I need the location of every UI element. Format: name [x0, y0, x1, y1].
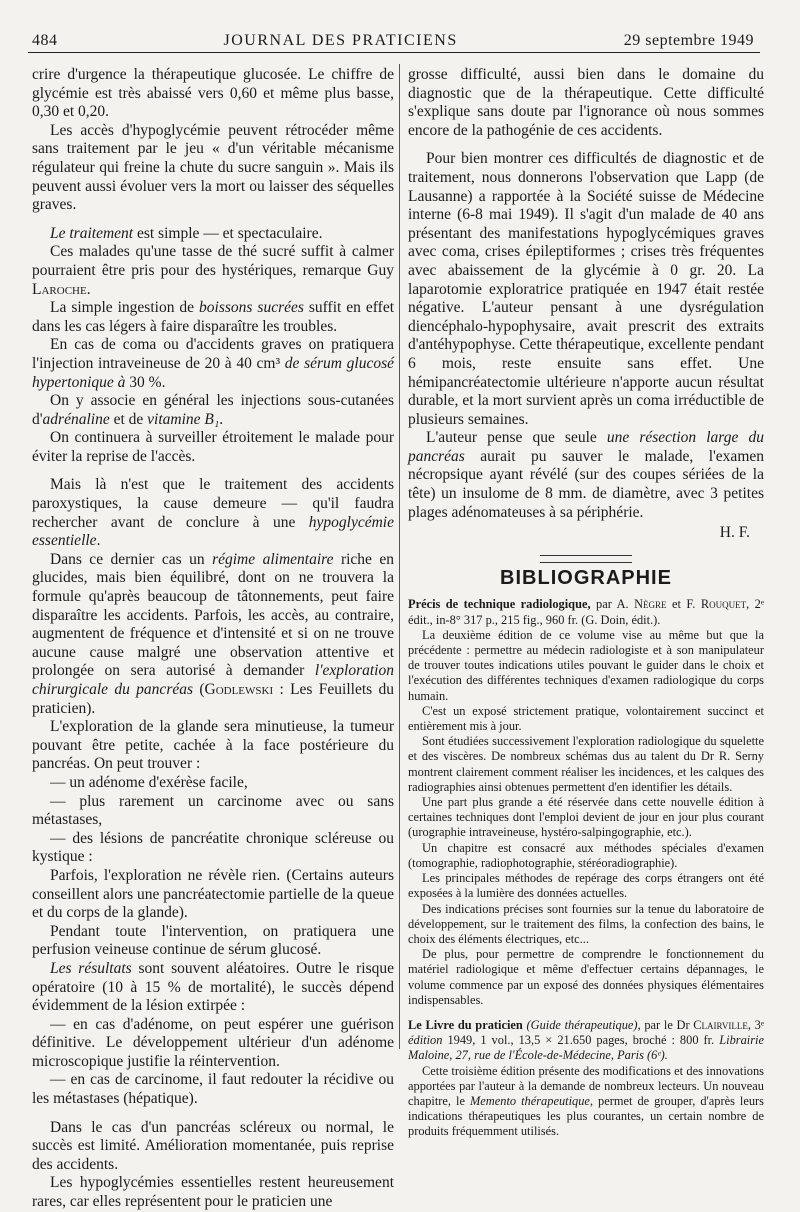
publisher: Librairie Maloine, 27, rue de l'École-de-Médecine, Paris (6ᵉ). [408, 1033, 764, 1063]
paragraph: Sont étudiées successivement l'exploration radiologique du squelette et des viscères. De nombreux schémas dus au talent du Dr R. Serny montrent clairement comment réaliser les incidences, et les calques des radiographies ainsi obtenues permettent d'en identifier les détails. [408, 734, 764, 794]
paragraph: De plus, pour permettre de comprendre le fonctionnement du matériel radiologique et même d'effectuer certains dépannages, le volume commence par un exposé des données physiques élémentaires indispensables. [408, 947, 764, 1007]
emphasis: édition [408, 1033, 443, 1048]
paragraph: Dans le cas d'un pancréas scléreux ou normal, le succès est limité. Amélioration momentanée, puis reprise des accidents. [32, 1118, 394, 1173]
text-run: , 3ᵉ [747, 1017, 764, 1032]
paragraph: Pour bien montrer ces difficultés de diagnostic et de traitement, nous donnerons l'observation que Lapp (de Lausanne) a rapportée à la Société suisse de Médecine interne (6-8 mai 1949). Il s'agit d'un malade de 40 ans présentant des manifestations hypoglycémiques graves avec coma, crises épileptiformes ; crises très fréquentes avec abaissement de la glycémie à 0 gr. 20. La laparotomie exploratrice pratiquée en 1947 était restée négative. L'auteur pensant à une dysrégulation diencéphalo-hypophysaire, avait prescrit des extraits d'antéhypophyse. Cette thérapeutique, excellente pendant 6 mois, reste ensuite sans effet. Une hémipancréatectomie ultérieure n'apporte aucun résultat durable, et la mort survient après un coma irréductible de plusieurs semaines. [408, 150, 764, 428]
bib-entry-heading [408, 1018, 764, 1064]
text-run: et de [109, 410, 148, 428]
paragraph [32, 299, 394, 336]
emphasis: (Guide thérapeutique) [522, 1017, 638, 1032]
paragraph: crire d'urgence la thérapeutique glucosée. Le chiffre de glycémie est très abaissé vers 0,60 et même plus basse, 0,30 et 0,20. [32, 66, 394, 121]
author-name: Nègre [634, 597, 667, 612]
book-title: Le Livre du praticien [408, 1017, 523, 1032]
text-run: La simple ingestion de [50, 299, 200, 317]
page-header [32, 20, 754, 50]
emphasis: de sérum glucosé hypertonique à [32, 354, 394, 391]
text-run: . [219, 410, 224, 428]
text-run: Ces malades qu'une tasse de thé sucré suffit à calmer pourraient être pris pour des hystériques, remarque Guy [32, 243, 394, 279]
paragraph: L'exploration de la glande sera minutieuse, la tumeur pouvant être petite, cachée à la face postérieure du pancréas. On peut trouver : [32, 718, 394, 773]
author-name: Godlewski [204, 681, 274, 698]
right-column [408, 66, 764, 1140]
text-run: : Les Feuillets du praticien). [32, 681, 394, 717]
paragraph [408, 1064, 764, 1140]
paragraph [32, 336, 394, 392]
paragraph [32, 243, 394, 299]
paragraph: Une part plus grande a été réservée dans cette nouvelle édition à certaines techniques dont l'emploi devient de jour en jour plus courant (urographie intraveineuse, hystéro-salpingographie, etc.). [408, 795, 764, 840]
bib-entry-body [408, 1064, 764, 1140]
text-run: suffit en effet dans les cas légers à faire disparaître les troubles. [32, 299, 395, 335]
text-run: 30 %. [125, 373, 166, 391]
signature: H. F. [719, 524, 750, 542]
text-run: . [96, 532, 101, 550]
paragraph: Des indications précises sont fournies sur la tenue du laboratoire de développement, sur le traitement des films, la confection des bains, le choix des éléments électriques, etc... [408, 901, 764, 946]
paragraph [32, 225, 394, 244]
emphasis: boissons sucrées [199, 299, 304, 317]
header-rule [28, 52, 760, 53]
paragraph: On continuera à surveiller étroitement le malade pour éviter la reprise de l'accès. [32, 429, 394, 465]
text-run: est simple — et spectaculaire. [133, 224, 323, 242]
emphasis: hypoglycémie essentielle [32, 513, 394, 550]
text-run: et F. [666, 597, 701, 612]
paragraph: grosse difficulté, aussi bien dans le domaine du diagnostic que de la thérapeutique. Cette difficulté s'explique sans doute par l'ignorance où nous sommes encore de la pathogénie de ces accidents. [408, 66, 764, 139]
emphasis: l'exploration chirurgicale du pancréas [32, 662, 394, 698]
author-name: Rouquet [700, 597, 747, 612]
paragraph: Les accès d'hypoglycémie peuvent rétrocéder même sans traitement par le jeu « d'un véritable mécanisme régulateur qui freine la chute du sucre sanguin ». Mais ils peuvent aussi évoluer vers la mort ou laisser des séquelles graves. [32, 121, 394, 214]
text-run: sont souvent aléatoires. Outre le risque opératoire (10 à 15 % de mortalité), le succès dépend évidemment de la lésion extirpée : [32, 959, 394, 1015]
bib-entry-heading [408, 597, 764, 627]
emphasis: adrénaline [42, 410, 110, 428]
issue-date: 29 septembre 1949 [623, 32, 754, 49]
emphasis: régime alimentaire [212, 550, 334, 568]
column-separator [399, 64, 400, 1049]
section-title: BIBLIOGRAPHIE [500, 566, 672, 589]
book-title: Précis de technique radiologique, [408, 597, 591, 612]
text-run: riche en glucides, mais bien équilibré, dont on ne trouvera la formule qu'après beaucoup de tâtonnements, peut faire disparaître les accidents. Parfois, les accès, au contraire, augmentent de fréquence et d'intensité et si on ne trouve aucune cause malgré une observation attentive et prolongée on sera autorisé à demander [32, 550, 395, 680]
bib-entry-body [408, 628, 764, 1008]
paragraph [32, 392, 394, 429]
text-run: aurait pu sauver le malade, l'examen nécropsique ayant révélé (sur des coupes sériées de la tête) un insulome de 8 mm. de diamètre, avec 3 petites plages adénomateuses à sa périphérie. [408, 447, 764, 521]
emphasis: Memento thérapeutique [469, 1093, 590, 1108]
text-run: , par le Dr [637, 1017, 694, 1032]
list-item: — en cas d'adénome, on peut espérer une guérison définitive. Le développement ultérieur d'un adénome microscopique justifie la réintervention. [32, 1015, 394, 1070]
author-name: Laroche [32, 280, 87, 298]
text-run: L'auteur pense que seule [426, 429, 607, 447]
list-item: — des lésions de pancréatite chronique scléreuse ou kystique : [32, 829, 394, 866]
text-run: . [86, 280, 91, 298]
page-number: 484 [32, 32, 58, 49]
text-run: , permet de grouper, d'après leurs indications thérapeutiques les plus courantes, un certain nombre de produits fréquemment utilisés. [408, 1093, 764, 1139]
text-run: Cette troisième édition présente des modifications et des innovations apportées par l'auteur à la demande de nombreux lecteurs. Un nouveau chapitre, le [408, 1063, 764, 1108]
paragraph [32, 551, 394, 718]
paragraph [32, 960, 394, 1016]
text-run: Mais là n'est que le traitement des accidents paroxystiques, la cause demeure — qu'il faudra rechercher avant de conclure à une [32, 476, 394, 531]
journal-title: JOURNAL DES PRATICIENS [223, 32, 458, 49]
paragraph: C'est un exposé strictement pratique, volontairement succinct et entièrement mis à jour. [408, 703, 764, 734]
paragraph: Parfois, l'exploration ne révèle rien. (Certains auteurs conseillent alors une pancréatectomie partielle de la queue et du corps de la glande). [32, 866, 394, 922]
list-item: — plus rarement un carcinome avec ou sans métastases, [32, 792, 394, 829]
text-run: On y associe en général les injections sous-cutanées d' [32, 392, 394, 428]
paragraph [32, 476, 394, 550]
paragraph: Un chapitre est consacré aux méthodes spéciales d'examen (tomographie, radiophotographie, stéréoradiographie). [408, 840, 764, 870]
text-run: ( [193, 681, 205, 698]
list-item: — un adénome d'exérèse facile, [50, 773, 248, 791]
left-column [32, 66, 394, 1212]
emphasis: vitamine B₁ [147, 410, 220, 428]
paragraph: Les hypoglycémies essentielles restent heureusement rares, car elles représentent pour le praticien une [32, 1174, 394, 1211]
text-run: En cas de coma ou d'accidents graves on pratiquera l'injection intraveineuse de 20 à 40 cm³ [32, 336, 394, 372]
paragraph: La deuxième édition de ce volume vise au même but que la précédente : permettre au médecin radiologiste et à son manipulateur de trouver toutes indications utiles pouvant le guider dans le choix et l'exécution des différentes techniques d'examen radiologique du corps humain. [408, 627, 764, 703]
section-ornament [540, 555, 632, 563]
paragraph: Pendant toute l'intervention, on pratiquera une perfusion veineuse continue de sérum glucosé. [32, 922, 394, 959]
emphasis: Le traitement [50, 224, 134, 242]
emphasis: une résection large du pancréas [408, 429, 764, 465]
list-item: — en cas de carcinome, il faut redouter la récidive ou les métastases (hépatique). [32, 1071, 394, 1108]
paragraph: Les principales méthodes de repérage des corps étrangers ont été exposées à la lumière des données actuelles. [408, 871, 764, 901]
emphasis: Les résultats [50, 959, 132, 977]
text-run: par A. [590, 597, 635, 612]
text-run: Dans ce dernier cas un [50, 550, 213, 568]
paragraph [408, 429, 764, 522]
author-name: Clairville [693, 1017, 748, 1032]
text-run: 1949, 1 vol., 13,5 × 21.650 pages, broché : 800 fr. [442, 1033, 720, 1048]
text-run: , 2ᵉ édit., in-8° 317 p., 215 fig., 960 fr. (G. Doin, édit.). [408, 597, 764, 627]
